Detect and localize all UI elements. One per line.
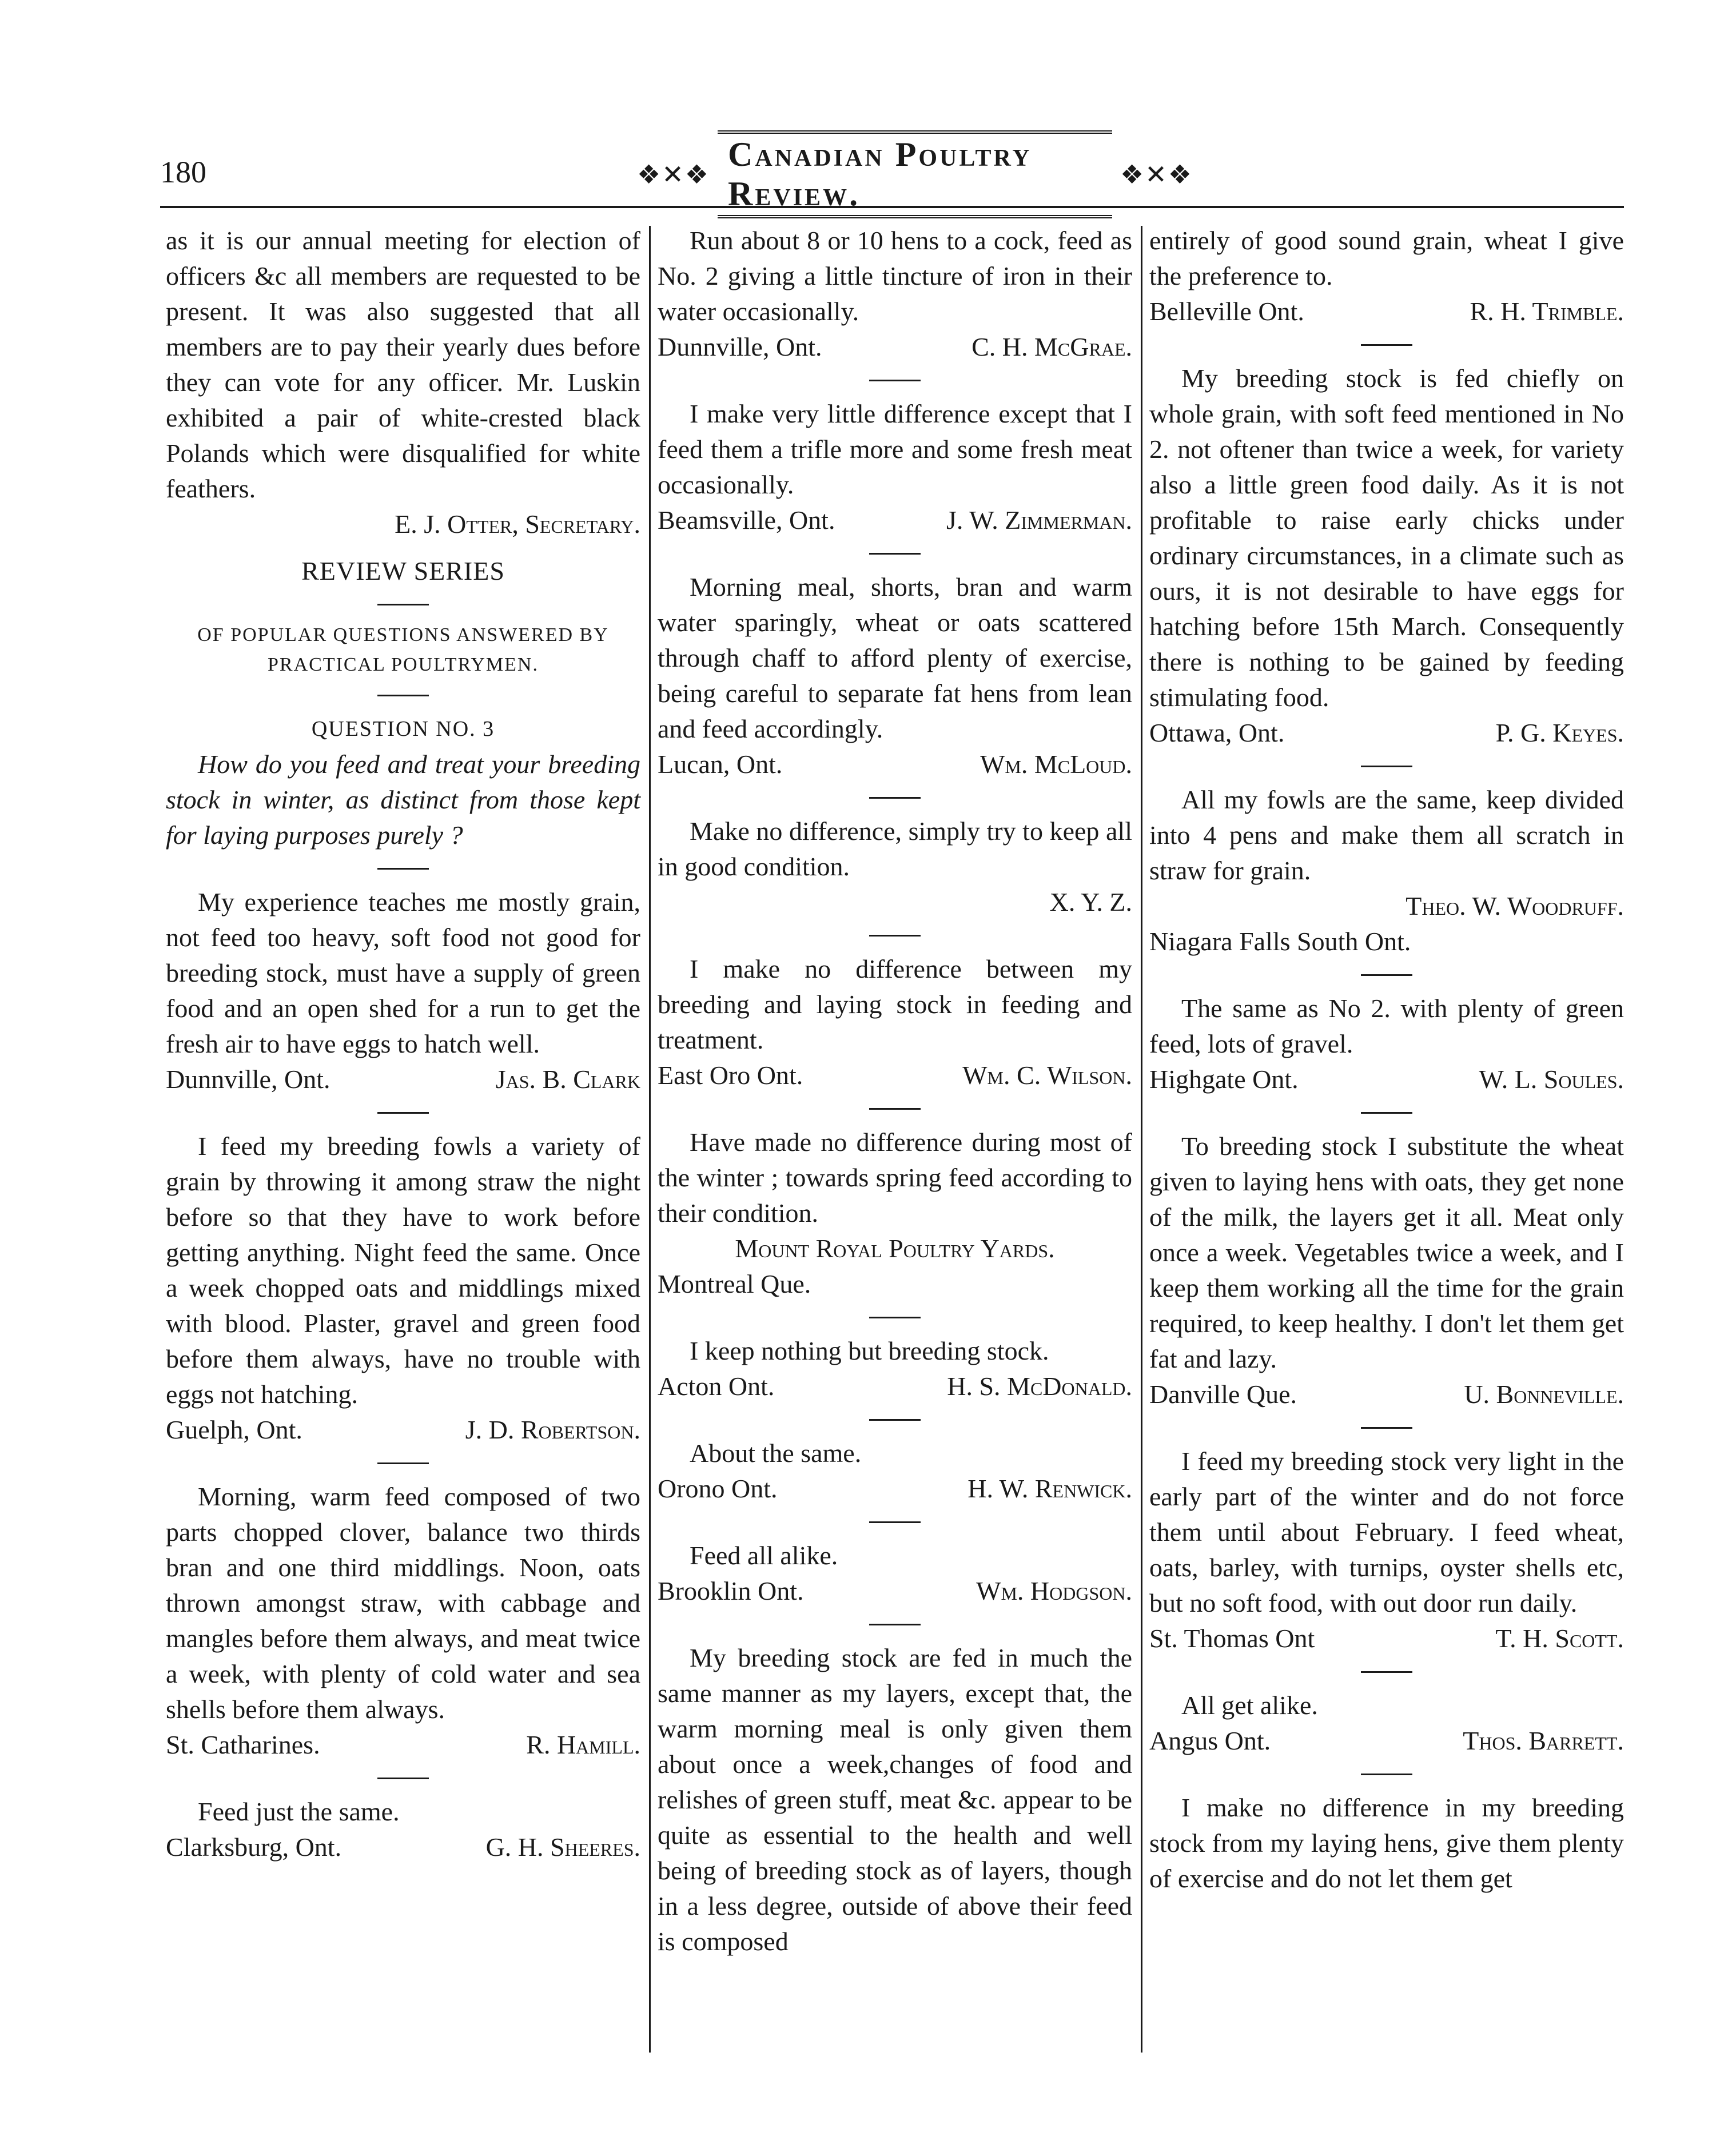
divider [377,1112,429,1114]
divider [1361,766,1412,767]
signature: E. J. Otter, Secretary. [395,509,640,539]
answer-author: J. D. Robertson. [465,1415,640,1444]
divider [1361,1671,1412,1673]
answer-place: Dunnville, Ont. [658,332,822,361]
answer-place: Clarksburg, Ont. [166,1832,342,1862]
answer-place: Lucan, Ont. [658,750,783,779]
answer-place: Danville Que. [1149,1380,1297,1409]
column-rule-right [1141,226,1142,2053]
answer-text: I make very little difference except that I feed them a trifle more and some fresh meat occasionally. [658,399,1132,499]
answer-place: St. Catharines. [166,1730,320,1759]
answer-author: Thos. Barrett. [1463,1726,1624,1755]
section-subheading: OF POPULAR QUESTIONS ANSWERED BY PRACTICAL POULTRYMEN. [197,624,609,675]
answer-text: I feed my breeding fowls a variety of grain by throwing it among straw the night before so that they have to work before getting anything. Night feed the same. Once a week chopped oats and middlings mixed with blood. Plaster, gravel and green food before them always, have no trouble with eggs not hatching. [166,1131,640,1409]
answer-text: Feed all alike. [690,1541,838,1570]
answer-place: Beamsville, Ont. [658,505,835,535]
answer-author: R. Hamill. [526,1730,640,1759]
question-text: How do you feed and treat your breeding stock in winter, as distinct from those kept for laying purposes purely ? [166,750,640,850]
answer-author: X. Y. Z. [1049,887,1132,916]
divider [869,1108,921,1110]
answer-text: To breeding stock I substitute the wheat given to laying hens with oats, they get none of the milk, the layers get it all. Meat only once a week. Vegetables twice a week, and I keep them working all the time for the grain required, to keep healthy. I don't let them get fat and lazy. [1149,1131,1624,1373]
divider [377,695,429,696]
answer-author: P. G. Keyes. [1495,718,1624,747]
masthead-title: Canadian Poultry Review. [718,130,1112,218]
answer-place: St. Thomas Ont [1149,1624,1315,1653]
answer-text: All get alike. [1181,1691,1318,1720]
ornament-left-icon: ❖✕❖ [637,160,710,189]
divider [1361,1427,1412,1429]
divider [869,935,921,936]
answer-place: East Oro Ont. [658,1061,803,1090]
page-header [160,136,1624,213]
answer-place: Dunnville, Ont. [166,1065,331,1094]
continued-paragraph: as it is our annual meeting for election of officers &c all members are requested to be present. It was also suggested that all members are to pay their yearly dues before they can vote for any officer. Mr. Luskin exhibited a pair of white-crested black Polands which were disqualified for white feathers. [166,226,640,503]
divider [869,1521,921,1523]
answer-author: J. W. Zimmerman. [946,505,1132,535]
answer-author: Jas. B. Clark [495,1065,640,1094]
answer-text: My breeding stock is fed chiefly on whole grain, with soft feed mentioned in No 2. not oftener than twice a week, for variety also a little green food daily. As it is not profitable to raise early chicks under ordinary circumstances, in a climate such as ours, it is not desirable to have eggs for hatching before 15th March. Consequently there is nothing to be gained by feeding stimulating food. [1149,364,1624,712]
divider [1361,1112,1412,1114]
answer-place: Guelph, Ont. [166,1415,302,1444]
answer-place: Montreal Que. [658,1269,811,1298]
question-number: QUESTION NO. 3 [311,717,495,741]
divider [377,868,429,870]
answer-text: Make no difference, simply try to keep all in good condition. [658,816,1132,881]
column-1 [166,223,640,1865]
answer-text: My experience teaches me mostly grain, not feed too heavy, soft food not good for breeding stock, must have a supply of green food and an open shed for a run to get the fresh air to have eggs to hatch well. [166,887,640,1058]
column-3 [1149,223,1624,1896]
answer-place: Orono Ont. [658,1474,778,1503]
continued-paragraph: entirely of good sound grain, wheat I give the preference to. [1149,226,1624,290]
answer-text: My breeding stock are fed in much the same manner as my layers, except that, the warm morning meal is only given them about once a week,changes of food and relishes of green stuff, meat &c. appear to be quite as essential to the health and well being of breeding stock as of layers, though in a less degree, outside of above their feed is composed [658,1643,1132,1956]
divider [869,380,921,381]
answer-text: I feed my breeding stock very light in the early part of the winter and do not force them until about February. I feed wheat, oats, barley, with turnips, oyster shells etc, but no soft food, with out door run daily. [1149,1446,1624,1617]
answer-place: Acton Ont. [658,1372,775,1401]
answer-author: H. W. Renwick. [967,1474,1132,1503]
answer-author: U. Bonneville. [1464,1380,1624,1409]
answer-author: C. H. McGrae. [971,332,1132,361]
divider [377,1462,429,1464]
answer-author: R. H. Trimble. [1470,297,1624,326]
answer-text: Have made no difference during most of the winter ; towards spring feed according to their condition. [658,1127,1132,1228]
answer-author: T. H. Scott. [1495,1624,1624,1653]
answer-text: Morning, warm feed composed of two parts chopped clover, balance two thirds bran and one third middlings. Noon, oats thrown amongst straw, with cabbage and mangles before them always, and meat twice a week, with plenty of cold water and sea shells before them always. [166,1482,640,1724]
divider [869,1624,921,1625]
divider [869,797,921,799]
answer-text: All my fowls are the same, keep divided into 4 pens and make them all scratch in straw for grain. [1149,785,1624,885]
answer-author: W. L. Soules. [1479,1065,1624,1094]
divider [869,1317,921,1318]
answer-place: Niagara Falls South Ont. [1149,927,1411,956]
answer-text: I make no difference in my breeding stock from my laying hens, give them plenty of exercise and do not let them get [1149,1793,1624,1893]
answer-place: Brooklin Ont. [658,1576,804,1605]
ornament-right-icon: ❖✕❖ [1120,160,1193,189]
divider [869,553,921,555]
answer-place: Belleville Ont. [1149,297,1304,326]
column-2 [658,223,1132,1959]
answer-organization: Mount Royal Poultry Yards. [735,1234,1055,1263]
divider [1361,344,1412,346]
section-heading: REVIEW SERIES [301,556,505,585]
masthead [629,136,1201,213]
page-number: 180 [160,155,206,189]
answer-author: Theo. W. Woodruff. [1405,891,1624,920]
answer-place: Highgate Ont. [1149,1065,1299,1094]
answer-place: Angus Ont. [1149,1726,1271,1755]
divider [1361,1774,1412,1775]
answer-author: Wm. Hodgson. [976,1576,1132,1605]
column-rule-left [649,226,651,2053]
answer-text: I keep nothing but breeding stock. [690,1336,1049,1365]
answer-author: H. S. McDonald. [947,1372,1132,1401]
answer-text: I make no difference between my breeding and laying stock in feeding and treatment. [658,954,1132,1054]
answer-text: Morning meal, shorts, bran and warm water sparingly, wheat or oats scattered through chaff to afford plenty of exercise, being careful to separate fat hens from lean and feed accordingly. [658,572,1132,743]
divider [377,1778,429,1779]
divider [377,604,429,605]
answer-text: Feed just the same. [198,1797,400,1826]
header-rule [160,206,1624,208]
divider [869,1419,921,1421]
answer-author: Wm. C. Wilson. [962,1061,1132,1090]
answer-author: G. H. Sheeres. [485,1832,640,1862]
answer-place: Ottawa, Ont. [1149,718,1285,747]
answer-text: Run about 8 or 10 hens to a cock, feed as No. 2 giving a little tincture of iron in their water occasionally. [658,226,1132,326]
divider [1361,974,1412,976]
answer-author: Wm. McLoud. [980,750,1132,779]
answer-text: About the same. [690,1438,862,1468]
answer-text: The same as No 2. with plenty of green feed, lots of gravel. [1149,994,1624,1058]
